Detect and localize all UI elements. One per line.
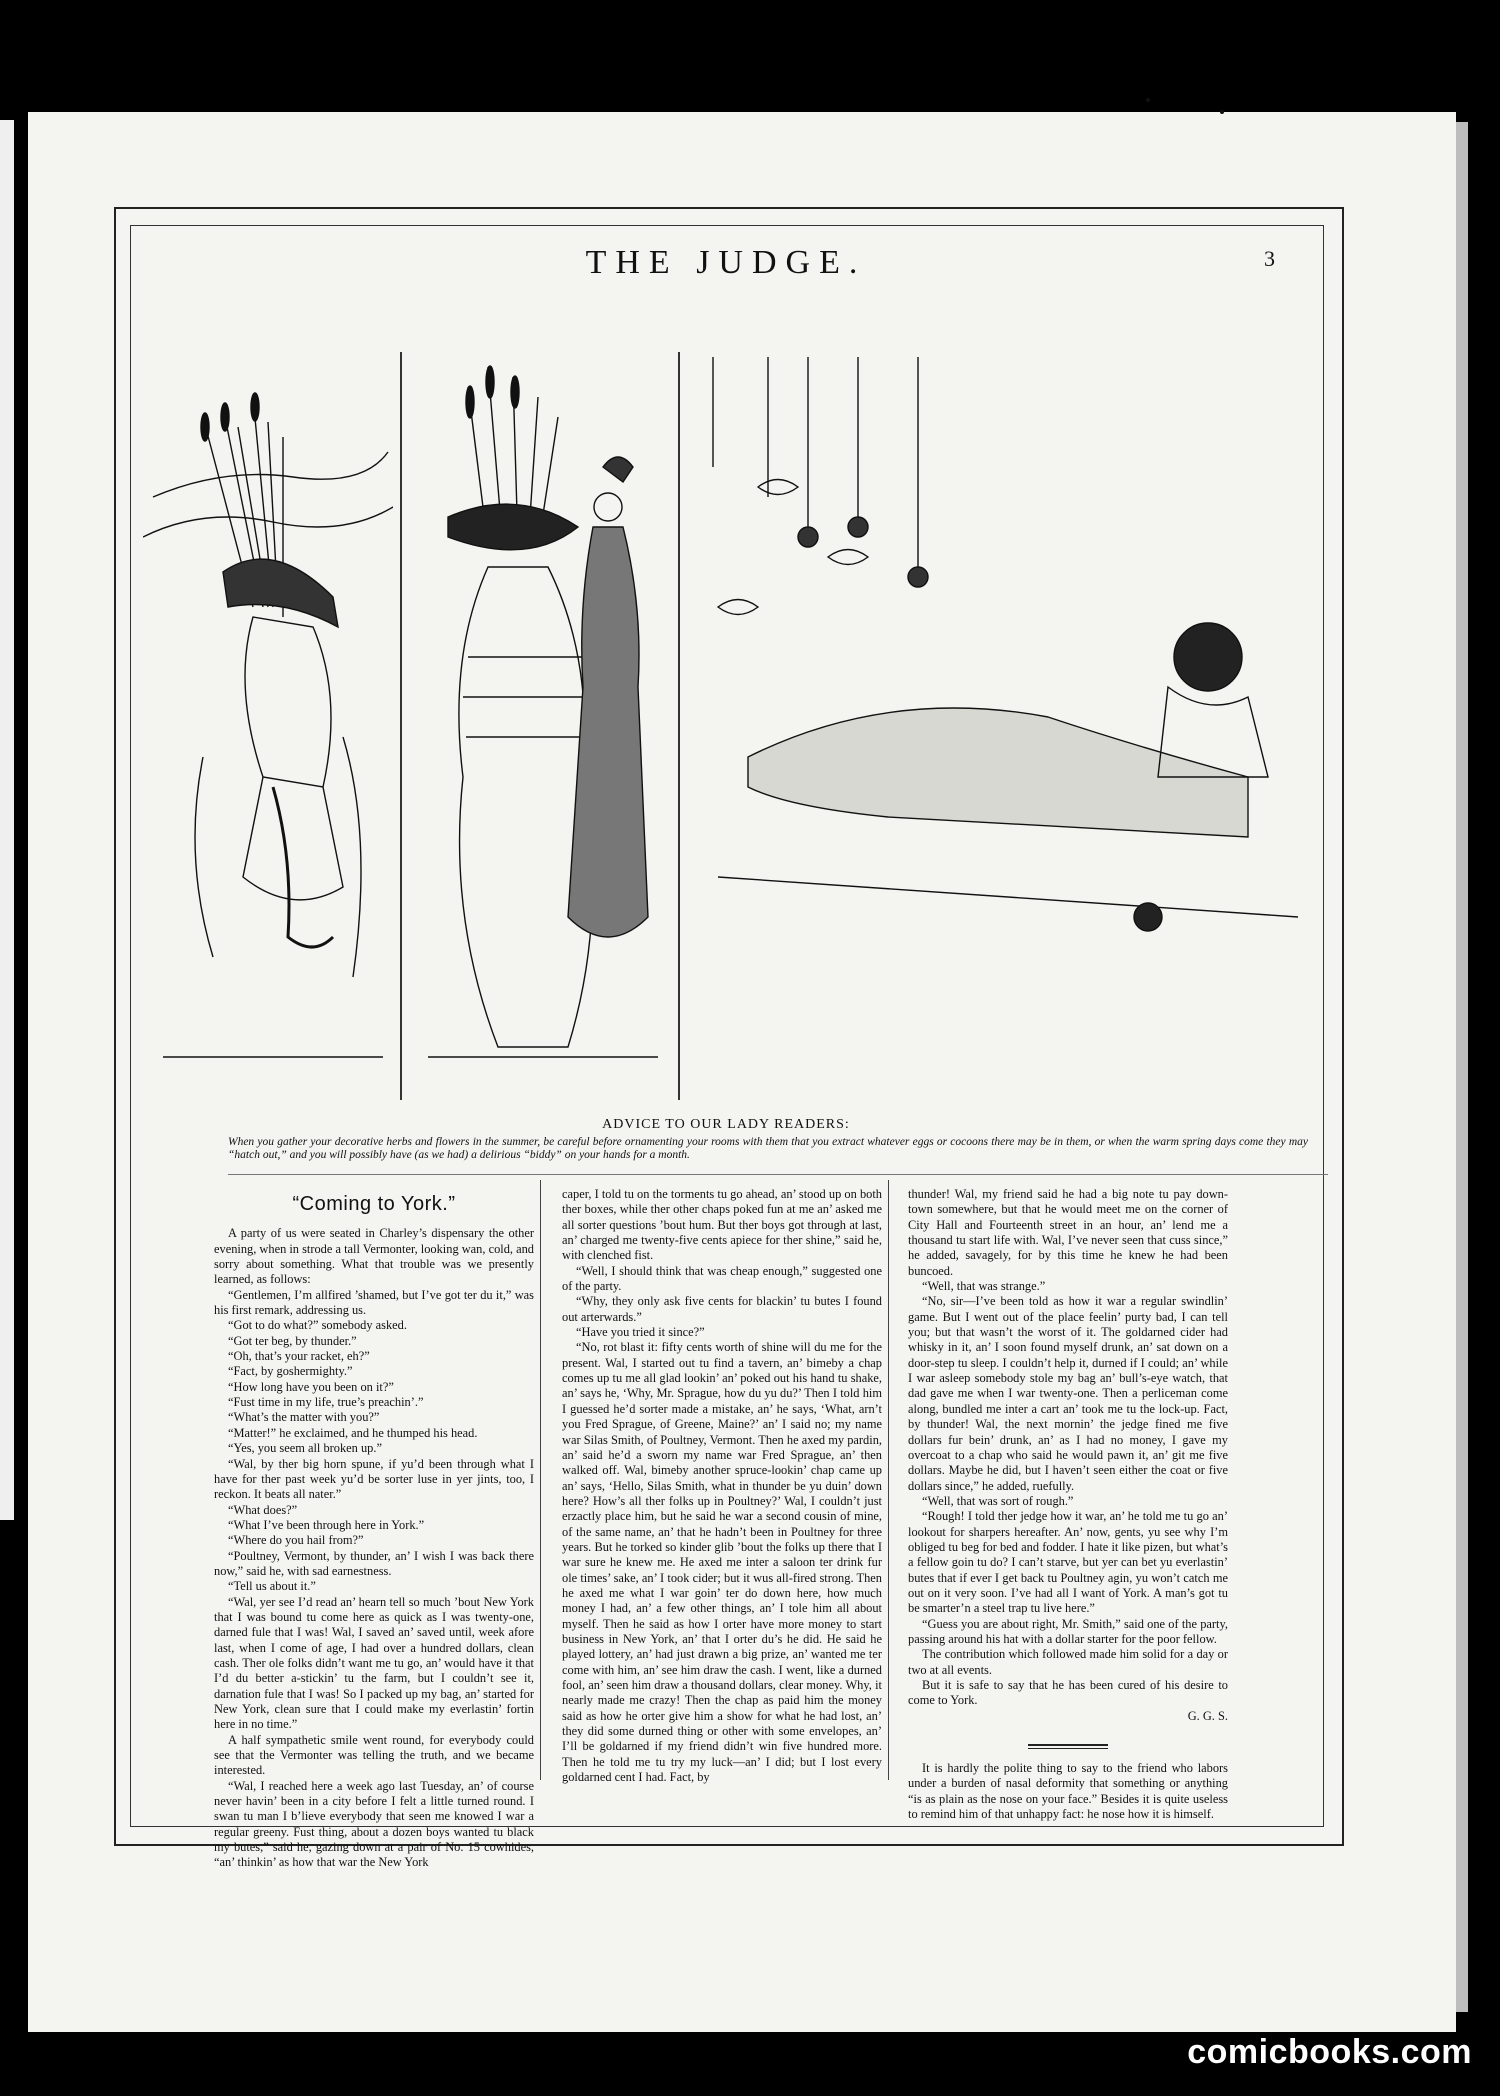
- article-paragraph: “Wal, I reached here a week ago last Tuesday, an’ of course never havin’ been in a city before I felt a little turned round. I swan tu man I b’lieve everybody that seen me knowed I war a regular greeny. Fust thing, about a dozen boys wanted tu black my butes,” said he, gazing down at a pair of No. 15 cowhides, “an’ thinkin’ as how that war the New York: [214, 1778, 534, 1870]
- article-column-1: [214, 1187, 534, 1871]
- article-paragraph: “Oh, that’s your racket, eh?”: [228, 1349, 370, 1364]
- article-paragraph: “Got to do what?” somebody asked.: [228, 1318, 407, 1333]
- page-number: 3: [1264, 246, 1275, 271]
- article-paragraph: “What I’ve been through here in York.”: [228, 1517, 425, 1532]
- article-paragraph: A party of us were seated in Charley’s dispensary the other evening, when in strode a tall Vermonter, looking wan, cold, and sorry about something. What that trouble was we presently learned, as follows:: [214, 1226, 534, 1287]
- article-paragraph: “Tell us about it.”: [228, 1579, 316, 1594]
- article-column-3: [908, 1187, 1228, 1822]
- article-paragraph: “Wal, yer see I’d read an’ hearn tell so much ’bout New York that I was bound tu come here as quick as I was twenty-one, darned fule that I was! Wal, I saved an’ saved until, week afore last, when I come of age, I had over a hundred dollars, clean cash. Ther ole folks didn’t want me tu go, an’ would have it that I’d du better a-stickin’ tu the farm, but I couldn’t see it, darnation fule that I was! So I packed up my bag, an’ started for New York, clean sure that I could make my everlastin’ fortin here in no time.”: [214, 1594, 534, 1732]
- article-paragraph: “Why, they only ask five cents for blackin’ tu butes I found out arterwards.”: [562, 1294, 882, 1324]
- article-paragraph: “Well, I should think that was cheap enough,” suggested one of the party.: [562, 1263, 882, 1294]
- column-rule: [888, 1180, 889, 1780]
- page-shadow: [1456, 122, 1468, 2012]
- article-paragraph: “Matter!” he exclaimed, and he thumped his head.: [228, 1425, 478, 1440]
- article-title: “Coming to York.”: [292, 1193, 456, 1215]
- scanned-page: [28, 112, 1456, 2032]
- article-paragraph: “Guess you are about right, Mr. Smith,” said one of the party, passing around his hat with a dollar starter for the poor fellow.: [908, 1616, 1228, 1646]
- panel-bugs-hatching: [688, 357, 1316, 1097]
- section-rule: [228, 1174, 1328, 1175]
- site-watermark: comicbooks.com: [1187, 2033, 1472, 2071]
- article-paragraph: “Well, that was strange.”: [922, 1279, 1046, 1294]
- adjacent-page-edge: [0, 120, 14, 1520]
- speck: [1220, 110, 1224, 114]
- column-rule: [540, 1180, 541, 1780]
- article-paragraph: A half sympathetic smile went round, for everybody could see that the Vermonter was telling the truth, and we became interested.: [214, 1732, 534, 1778]
- article-signature: G. G. S.: [1187, 1708, 1228, 1723]
- panel-gathering-reeds: [143, 357, 393, 1097]
- article-paragraph: “Well, that was sort of rough.”: [922, 1493, 1074, 1508]
- article-paragraph: “What does?”: [228, 1502, 298, 1517]
- article-paragraph: “Rough! I told ther jedge how it war, an’ he told me tu go an’ lookout for sharpers hereafter. An’ now, gents, yu see why I’m obliged tu beg for bed and fodder. I hate it like pizen, but what’s a fellow goin tu do? I can’t starve, but yer can bet yu everlastin’ butes that if ever I get back tu Poultney agin, yu won’t catch me out on it very soon. I’ve had all I want of York. A man’s got tu be smarter’n a steel trap tu live here.”: [908, 1509, 1228, 1616]
- speck: [1146, 98, 1150, 102]
- article-paragraph: “No, sir—I’ve been told as how it war a regular swindlin’ game. But I went out of the place feelin’ purty bad, I can tell you; but that wasn’t the worst of it. The goldarned cider had whisky in it, an’ I soon found myself drunk, an’ sat down on a door-step tu sleep. I couldn’t help it, durned if I could; an’ while I war asleep somebody stole my bag an’ bull’s-eye watch, that dad gave me when I war twenty-one. Then a perliceman come along, bundled me inter a cart an’ took me tu the lock-up. Fact, by thunder! Wal, the next mornin’ the jedge fined me five dollars fur bein’ drunk, an’ as I had no money, I gave my overcoat to a chap who said he would pawn it, an’ git me five dollars. Maybe he did, but I haven’t seen either the coat or five dollars since,” he added, ruefully.: [908, 1294, 1228, 1493]
- article-column-2: [562, 1187, 882, 1785]
- article-paragraph: caper, I told tu on the torments tu go ahead, an’ stood up on both ther boxes, while ther other chaps poked fun at me an’ asked me all sorter questions ’bout hum. But ther boys got through at last, an’ charged me twenty-five cents apiece for ther shine,” said he, with clenched fist.: [562, 1187, 882, 1263]
- article-paragraph: The contribution which followed made him solid for a day or two at all events.: [908, 1647, 1228, 1677]
- article-paragraph: “Poultney, Vermont, by thunder, an’ I wish I was back there now,” said he, with sad earnestness.: [214, 1548, 534, 1578]
- illustration-caption-title: ADVICE TO OUR LADY READERS:: [602, 1117, 850, 1132]
- illustration-caption-text: When you gather your decorative herbs and flowers in the summer, be careful before ornamenting your rooms with them that you extract whatever eggs or cocoons there may be in them, or when the warm spring days come they may “hatch out,” and you will possibly have (as we had) a delirious “biddy” on your hands for a month.: [228, 1136, 1308, 1161]
- masthead-title: THE JUDGE.: [585, 244, 867, 281]
- article-paragraph: “Wal, by ther big horn spune, if yu’d been through what I have for ther past week yu’d be sorter luse in yer jints, too, I reckon. It beats all nater.”: [214, 1456, 534, 1502]
- filler-paragraph: It is hardly the polite thing to say to the friend who labors under a burden of nasal deformity that something or anything “is as plain as the nose on your face.” Besides it is quite useless to remind him of that unhappy fact: he nose how it is himself.: [908, 1761, 1228, 1822]
- article-paragraph: “Fact, by goshermighty.”: [228, 1364, 353, 1379]
- article-paragraph: “How long have you been on it?”: [228, 1379, 394, 1394]
- panel-arranging-vase: [408, 357, 670, 1097]
- panel-divider: [678, 352, 680, 1100]
- article-paragraph: thunder! Wal, my friend said he had a big note tu pay down-town somewhere, but that he would meet me on the corner of City Hall and Fourteenth street in an hour, an’ lend me a thousand tu start life with. Wal, I’ve never seen that cuss since,” he added, savagely, for by this time he knew he had been buncoed.: [908, 1187, 1228, 1278]
- separator-rule: [1028, 1744, 1108, 1749]
- article-paragraph: “Got ter beg, by thunder.”: [228, 1333, 357, 1348]
- article-paragraph: “Have you tried it since?”: [576, 1325, 705, 1340]
- panel-divider: [400, 352, 402, 1100]
- article-paragraph: “No, rot blast it: fifty cents worth of shine will du me for the present. Wal, I started out tu find a tavern, an’ bimeby a chap comes up tu me all glad lookin’ an’ poked out his hand tu shake, an’ says he, ‘Why, Mr. Sprague, how du yu du?’ Then I told him I guessed he’d sorter made a mistake, an’ he says, ‘What, arn’t you Fred Sprague, of Greene, Maine?’ an’ I said no; my name war Silas Smith, of Poultney, Vermont. Then he axed my pardin, an’ said he’d a sworn my name war Fred Sprague, an’ then walked off. Wal, bimeby another spruce-lookin’ chap came up an’ says, ‘Hello, Silas Smith, what in thunder be yu duin’ down here? How’s all ther folks up in Poultney?’ Wal, I couldn’t just erzactly place him, but he said he war a second cousin of mine, of the same name, an’ that he hadn’t been in Poultney for three years. But he torked so kinder glib ’bout the folks up there that I war sure he knew me. He axed me inter a saloon ter drink fur ole times’ sake, an’ I took cider; but it wus all-fired strong. Then he axed me what I war goin’ ter do down here, how much money I had, an’ a few other things, an’ I tole him all about myself. Then he said as how I orter have more money to start business in New York, an’ that I orter du’s he did. He said he played lottery, an’ had just drawn a big prize, an’ wanted me ter come with him, an’ see him draw the cash. I went, like a durned fool, an’ seen him draw a thousand dollars, clear money. Why, it nearly made me crazy! Then the chap as paid him the money said as how he orter give him a show for what he had lost, an’ they did some durned thing or other with some envelopes, an’ I’ll be goldarned if my friend didn’t win five hundred more. Then he told me tu try my luck—an’ I did; but I lost every goldarned cent I had. Fact, by: [562, 1340, 882, 1785]
- article-paragraph: “What’s the matter with you?”: [228, 1410, 380, 1425]
- article-paragraph: But it is safe to say that he has been cured of his desire to come to York.: [908, 1678, 1228, 1708]
- article-paragraph: “Fust time in my life, true’s preachin’.”: [228, 1395, 424, 1410]
- article-paragraph: “Where do you hail from?”: [228, 1533, 364, 1548]
- article-paragraph: “Yes, you seem all broken up.”: [228, 1441, 382, 1456]
- article-paragraph: “Gentlemen, I’m allfired ’shamed, but I’ve got ter du it,” was his first remark, addressing us.: [214, 1287, 534, 1318]
